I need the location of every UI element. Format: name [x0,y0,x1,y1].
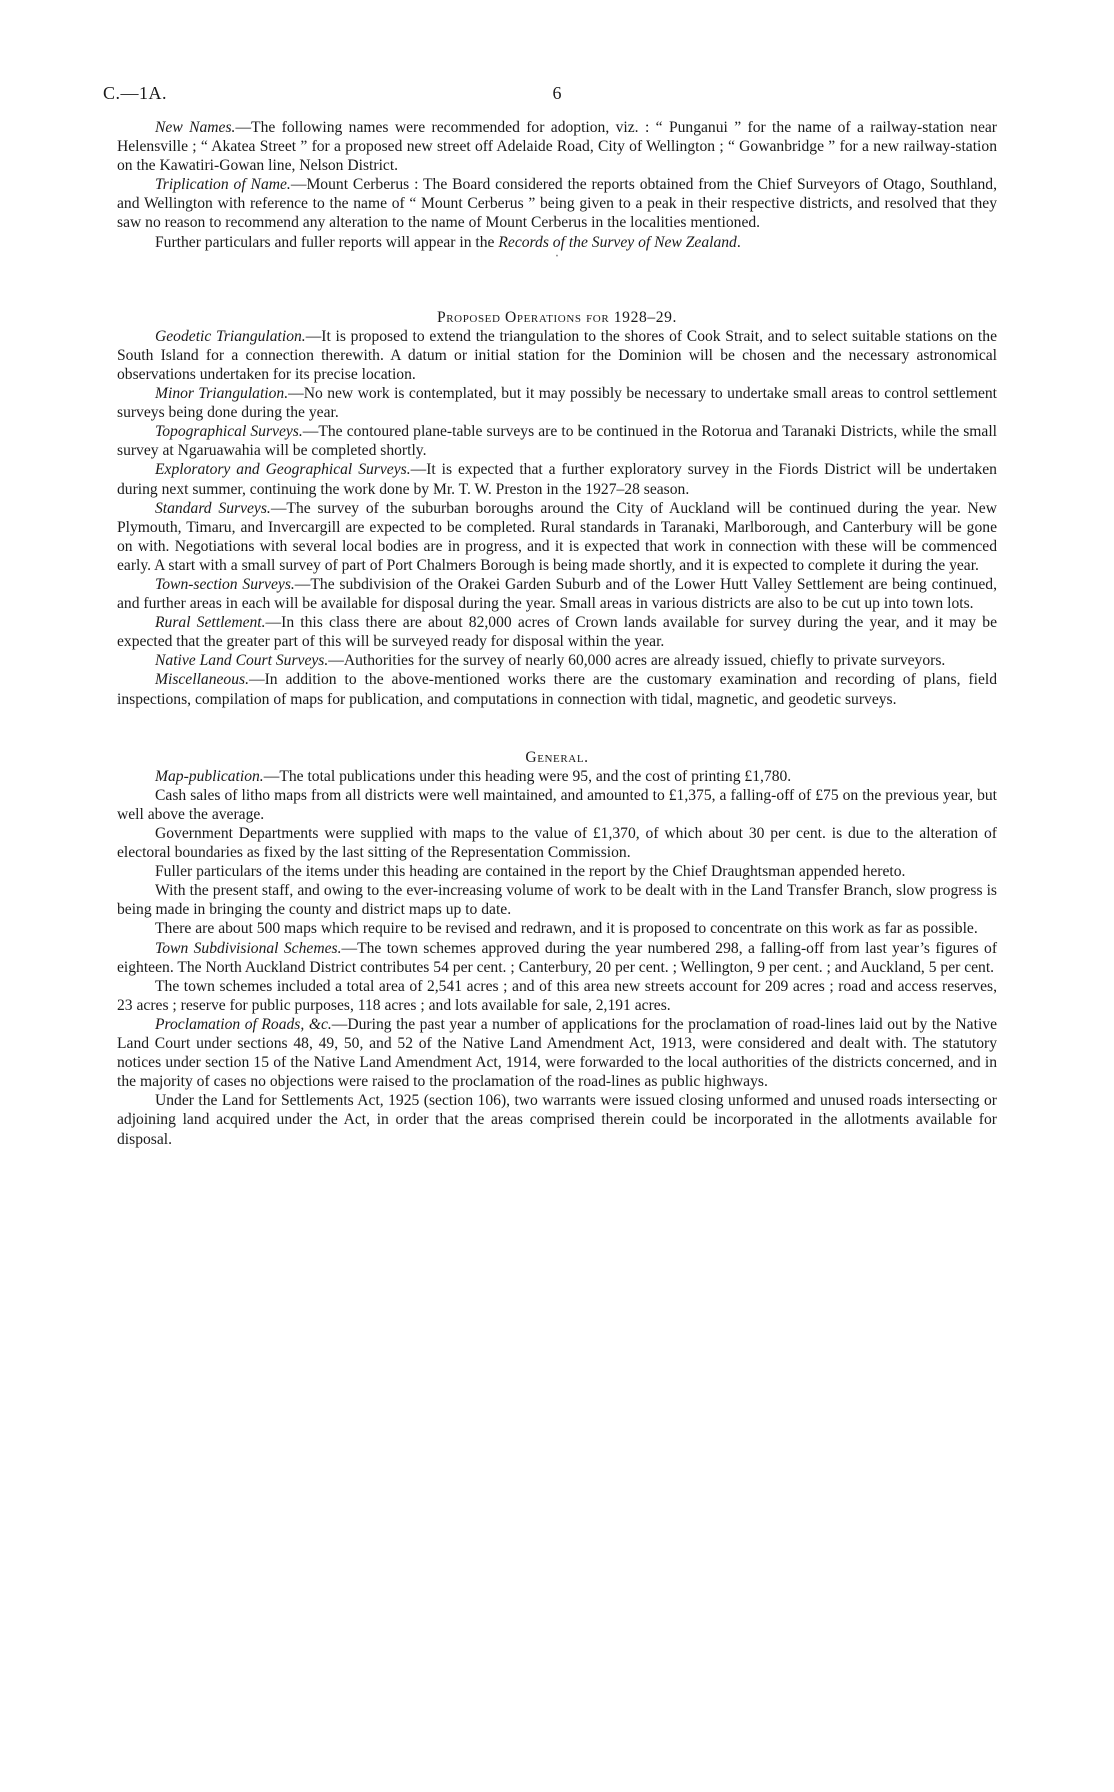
paragraph-text: . [736,233,741,251]
paragraph-text: —Authorities for the survey of nearly 60,000 acres are already issued, chiefly to private surveyors. [328,652,946,670]
paragraph-text: —It is expected that a further exploratory survey in the Fiords District will be undertaken during next summer, continuing the work done by Mr. T. W. Preston in the 1927–28 season. [117,461,997,498]
paragraph-lead: Triplication of Name. [155,176,291,194]
paragraph [117,824,997,862]
paragraph-lead: New Names. [155,119,236,136]
paragraph-text: —The contoured plane-table surveys are to be continued in the Rotorua and Taranaki Districts, while the small survey at Ngaruawahia will be completed shortly. [117,423,997,460]
paragraph [117,767,997,786]
paragraph-text: —The survey of the suburban boroughs around the City of Auckland will be continued during the year. New Plymouth, Timaru, and Invercargill are expected to be completed. Rural standards in Taranaki, Marlborough, and Canterbury will be gone on with. Negotiations with several local bodies are in progress, and it is expected that work in connection with these will be commenced early. A start with a small survey of part of Port Chalmers Borough is being made shortly, and it is expected to complete it during the year. [117,499,997,574]
paragraph [117,460,997,498]
paragraph [117,670,997,708]
paragraph-lead: Town-section Surveys. [155,575,295,593]
paragraph-text: Cash sales of litho maps from all districts were well maintained, and amounted to £1,375, a falling-off of £75 on the previous year, but well above the average. [117,786,997,823]
paragraph [117,651,997,670]
general-section [117,767,997,1149]
proposed-operations-heading: Proposed Operations for 1928–29. [436,308,678,326]
paragraph [117,881,997,919]
separator-dot: · [554,247,560,265]
paragraph [117,1015,997,1091]
paragraph-text: With the present staff, and owing to the ever-increasing volume of work to be dealt with in the Land Transfer Branch, slow progress is being made in bringing the county and district maps up to date. [117,882,997,919]
paragraph [117,327,997,384]
paragraph-text: —During the past year a number of applications for the proclamation of road-lines laid out by the Native Land Court under sections 48, 49, 50, and 52 of the Native Land Amendment Act, 1913, were considered and dealt with. The statutory notices under section 15 of the Native Land Amendment Act, 1914, were forwarded to the local authorities of the districts concerned, and in the majority of cases no objections were raised to the proclamation of the road-lines as public highways. [117,1015,997,1091]
paragraph-lead: Standard Surveys. [155,499,271,517]
page-header [103,83,997,118]
paragraph [117,862,997,881]
paragraph-text: —The town schemes approved during the year numbered 298, a falling-off from last year’s figures of eighteen. The North Auckland District contributes 54 per cent. ; Canterbury, 20 per cent. ; Wellington, 9 per cent. ; and Auckland, 5 per cent. [117,939,998,976]
paragraph-text: —In this class there are about 82,000 acres of Crown lands available for survey during the year, and it may be expected that the greater part of this will be surveyed ready for disposal within the year. [117,614,997,651]
paragraph-text: Government Departments were supplied with maps to the value of £1,370, of which about 30 per cent. is due to the alteration of electoral boundaries as fixed by the last sitting of the Representation Commission. [117,825,997,862]
proposed-section [117,327,997,709]
paragraph-lead: Proclamation of Roads, &c. [155,1015,332,1033]
paragraph-lead: Native Land Court Surveys. [155,652,329,670]
paragraph-lead: Exploratory and Geographical Surveys. [155,461,411,479]
paragraph [117,575,997,613]
paragraph-text: There are about 500 maps which require to be revised and redrawn, and it is proposed to concentrate on this work as far as possible. [155,920,978,938]
paragraph [117,422,997,460]
paragraph-text: Further particulars and fuller reports will appear in the [155,233,499,251]
paragraph-lead: Miscellaneous. [155,671,249,689]
paragraph-text: —Mount Cerberus : The Board considered the reports obtained from the Chief Surveyors of Otago, Southland, and Wellington with reference to the name of “ Mount Cerberus ” being given to a peak in their respective districts, and resolved that they saw no reason to recommend any alteration to the name of Mount Cerberus in the localities mentioned. [117,176,998,232]
paragraph-text: —No new work is contemplated, but it may possibly be necessary to undertake small areas to control settlement surveys being done during the year. [117,385,997,422]
paragraph-text: —The subdivision of the Orakei Garden Suburb and of the Lower Hutt Valley Settlement are being continued, and further areas in each will be available for disposal during the year. Small areas in various districts are also to be cut up into town lots. [117,575,997,613]
paragraph-text: Fuller particulars of the items under this heading are contained in the report by the Chief Draughtsman appended hereto. [155,863,906,881]
paragraph [117,1091,997,1148]
paragraph [117,118,997,175]
paragraph [117,939,997,977]
paragraph-lead: Map-publication. [155,767,264,785]
paragraph-lead: Rural Settlement. [155,614,266,632]
paragraph [117,384,997,422]
paragraph-text: —The total publications under this heading were 95, and the cost of printing £1,780. [263,767,792,785]
publication-title: Records of the Survey of New Zealand [498,233,737,251]
general-heading: General. [525,748,589,766]
paragraph-lead: Minor Triangulation. [155,385,289,403]
paragraph [117,175,997,232]
document-reference: C.—1A. [103,83,168,103]
paragraph-text: —In addition to the above-mentioned works there are the customary examination and recording of plans, field inspections, compilation of maps for publication, and computations in connection with tidal, magnetic, and geodetic surveys. [117,671,997,708]
paragraph-lead: Geodetic Triangulation. [155,327,306,345]
paragraph-lead: Topographical Surveys. [155,423,303,441]
page-number: 6 [552,83,562,103]
paragraph [117,786,997,824]
names-section [117,118,997,252]
paragraph [117,499,997,575]
paragraph-text: Under the Land for Settlements Act, 1925 (section 106), two warrants were issued closing unformed and unused roads intersecting or adjoining land acquired under the Act, in order that the areas comprised therein could be incorporated in the allotments available for disposal. [117,1092,997,1148]
paragraph-lead: Town Subdivisional Schemes. [155,939,342,957]
document-page [103,83,998,1149]
paragraph [117,977,997,1015]
paragraph [117,613,997,651]
paragraph-text: —It is proposed to extend the triangulation to the shores of Cook Strait, and to select suitable stations on the South Island for a connection therewith. A datum or initial station for the Dominion will be chosen and the necessary astronomical observations undertaken for its precise location. [117,327,997,383]
paragraph [117,919,997,938]
paragraph-text: —The following names were recommended for adoption, viz. : “ Punganui ” for the name of a railway-station near Helensville ; “ Akatea Street ” for a proposed new street off Adelaide Road, City of Wellington ; “ Gowanbridge ” for a new railway-station on the Kawatiri-Gowan line, Nelson District. [117,119,998,175]
paragraph-text: The town schemes included a total area of 2,541 acres ; and of this area new streets account for 209 acres ; road and access reserves, 23 acres ; reserve for public purposes, 118 acres ; and lots available for sale, 2,191 acres. [117,977,997,1014]
